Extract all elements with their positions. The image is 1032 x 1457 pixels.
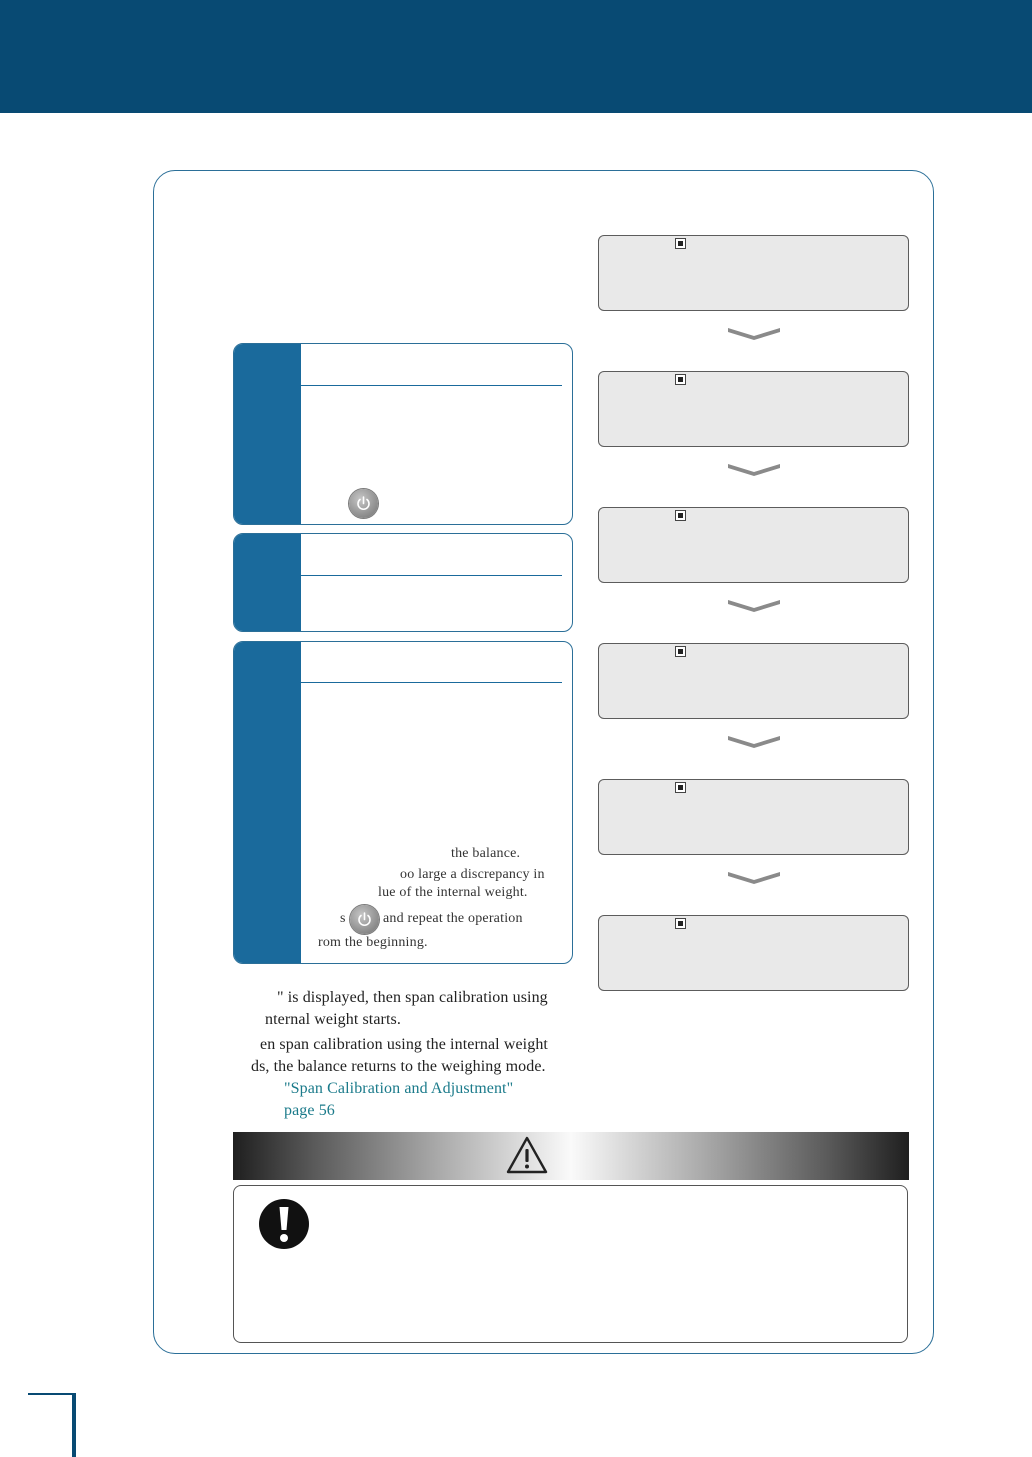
chevron-down-icon [727,868,781,886]
stability-indicator-icon [675,374,686,385]
reference-link-page[interactable]: page 56 [284,1102,335,1119]
step-number-bar [234,642,301,963]
step-divider [301,385,562,386]
balance-display [598,507,909,583]
reference-link[interactable]: "Span Calibration and Adjustment" [284,1080,514,1097]
step-text-line: s [340,911,346,926]
caution-banner [233,1132,909,1180]
stability-indicator-icon [675,646,686,657]
warning-triangle-icon [505,1135,549,1175]
step-divider [301,682,562,683]
step-divider [301,575,562,576]
power-key-icon [349,489,378,518]
step-panel-3 [233,641,573,964]
chevron-down-icon [727,732,781,750]
step-text-line: rom the beginning. [318,935,428,950]
step-text-line: and repeat the operation [383,911,523,926]
stability-indicator-icon [675,918,686,929]
step-text-line: the balance. [451,846,521,861]
body-text-line: ds, the balance returns to the weighing mode. [251,1058,546,1075]
chevron-down-icon [727,324,781,342]
step-text-line: oo large a discrepancy in [400,867,545,882]
stability-indicator-icon [675,238,686,249]
page-header-band [0,0,1032,113]
body-text-line: " is displayed, then span calibration using [277,989,548,1006]
step-number-bar [234,534,301,631]
power-key-icon [350,905,379,934]
body-text-line: nternal weight starts. [265,1011,401,1028]
caution-box [233,1185,908,1343]
step-text-line: lue of the internal weight. [378,885,528,900]
balance-display [598,235,909,311]
balance-display [598,371,909,447]
page-number-tab [28,1393,76,1457]
balance-display [598,915,909,991]
balance-display [598,643,909,719]
stability-indicator-icon [675,510,686,521]
chevron-down-icon [727,596,781,614]
stability-indicator-icon [675,782,686,793]
body-text-line: en span calibration using the internal weight [260,1036,548,1053]
step-panel-2 [233,533,573,632]
exclamation-circle-icon [258,1198,310,1250]
balance-display [598,779,909,855]
chevron-down-icon [727,460,781,478]
step-number-bar [234,344,301,524]
step-panel-1 [233,343,573,525]
